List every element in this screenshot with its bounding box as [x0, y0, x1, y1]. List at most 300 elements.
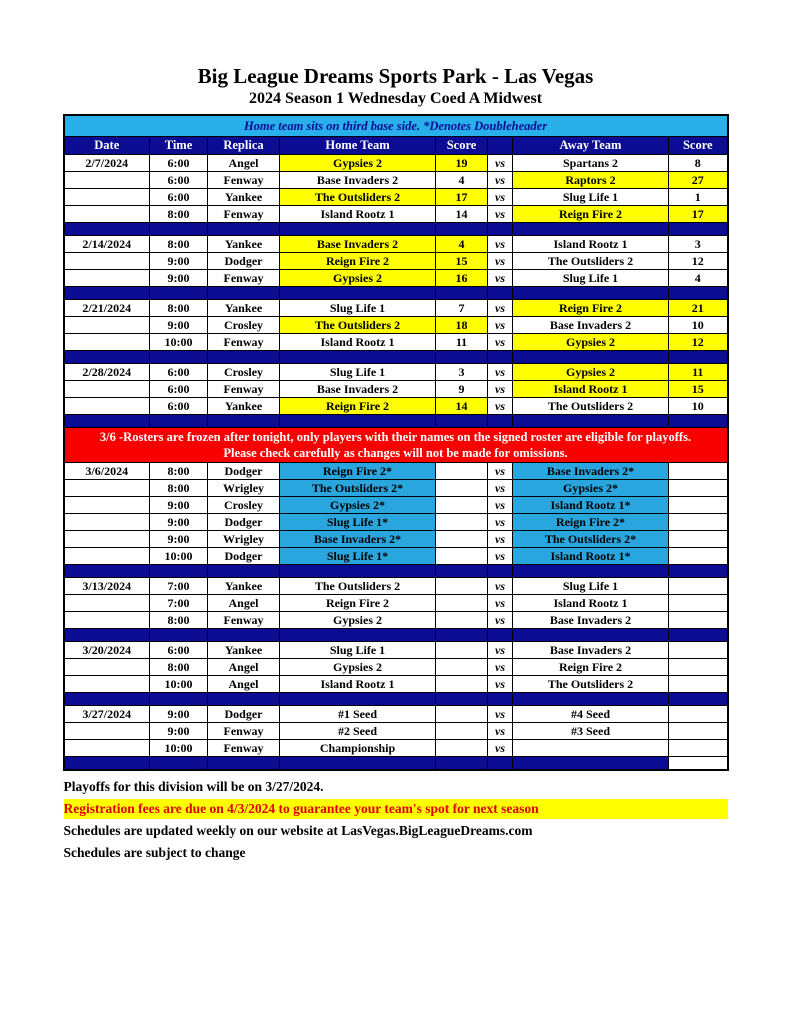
schedule-row — [64, 706, 728, 723]
home-team-cell: #1 Seed — [280, 706, 436, 723]
schedule-row — [64, 270, 728, 287]
separator-cell — [208, 223, 280, 236]
away-team-cell: Base Invaders 2 — [513, 612, 669, 629]
date-cell — [64, 497, 150, 514]
away-team-cell: #3 Seed — [513, 723, 669, 740]
col-header-away-team: Away Team — [513, 137, 669, 155]
home-team-cell: Base Invaders 2 — [280, 381, 436, 398]
schedule-row — [64, 253, 728, 270]
separator-cell — [488, 351, 513, 364]
replica-cell: Yankee — [208, 236, 280, 253]
home-score-cell: 19 — [436, 155, 488, 172]
away-score-cell — [669, 548, 728, 565]
date-cell — [64, 548, 150, 565]
away-team-cell: The Outsliders 2 — [513, 676, 669, 693]
separator-cell — [669, 223, 728, 236]
home-team-cell: Gypsies 2 — [280, 612, 436, 629]
home-score-cell — [436, 480, 488, 497]
home-score-cell: 4 — [436, 236, 488, 253]
home-score-cell: 9 — [436, 381, 488, 398]
away-score-cell: 3 — [669, 236, 728, 253]
vs-cell: vs — [488, 364, 513, 381]
replica-cell: Yankee — [208, 189, 280, 206]
date-cell: 2/7/2024 — [64, 155, 150, 172]
away-score-cell — [669, 463, 728, 480]
separator-cell — [669, 757, 728, 771]
away-score-cell — [669, 578, 728, 595]
vs-cell: vs — [488, 236, 513, 253]
away-score-cell — [669, 595, 728, 612]
schedule-row — [64, 189, 728, 206]
replica-cell: Fenway — [208, 723, 280, 740]
separator-row — [64, 629, 728, 642]
away-team-cell: Reign Fire 2 — [513, 659, 669, 676]
away-score-cell: 12 — [669, 253, 728, 270]
vs-cell: vs — [488, 723, 513, 740]
schedule-row — [64, 497, 728, 514]
vs-cell: vs — [488, 155, 513, 172]
away-score-cell — [669, 612, 728, 629]
separator-cell — [513, 287, 669, 300]
home-team-cell: Reign Fire 2 — [280, 595, 436, 612]
away-team-cell: Gypsies 2 — [513, 364, 669, 381]
time-cell: 10:00 — [150, 740, 208, 757]
date-cell — [64, 531, 150, 548]
schedule-row — [64, 172, 728, 189]
home-team-cell: Reign Fire 2* — [280, 463, 436, 480]
col-header-away-score: Score — [669, 137, 728, 155]
time-cell: 8:00 — [150, 206, 208, 223]
schedule-row — [64, 723, 728, 740]
away-team-cell: Slug Life 1 — [513, 578, 669, 595]
away-score-cell — [669, 723, 728, 740]
home-team-cell: Slug Life 1 — [280, 642, 436, 659]
separator-cell — [64, 351, 150, 364]
replica-cell: Yankee — [208, 642, 280, 659]
home-score-cell — [436, 531, 488, 548]
away-score-cell — [669, 642, 728, 659]
time-cell: 9:00 — [150, 253, 208, 270]
separator-cell — [669, 415, 728, 428]
playoffs-note: Playoffs for this division will be on 3/27/2024. — [63, 779, 324, 794]
replica-cell: Fenway — [208, 740, 280, 757]
time-cell: 7:00 — [150, 595, 208, 612]
home-team-cell: Slug Life 1* — [280, 514, 436, 531]
away-team-cell: Base Invaders 2 — [513, 317, 669, 334]
vs-cell: vs — [488, 497, 513, 514]
separator-cell — [64, 287, 150, 300]
time-cell: 6:00 — [150, 189, 208, 206]
separator-cell — [150, 757, 208, 771]
separator-cell — [513, 415, 669, 428]
separator-cell — [150, 565, 208, 578]
home-score-cell: 15 — [436, 253, 488, 270]
vs-cell: vs — [488, 480, 513, 497]
away-score-cell: 21 — [669, 300, 728, 317]
home-team-cell: Island Rootz 1 — [280, 676, 436, 693]
vs-cell: vs — [488, 334, 513, 351]
home-score-cell — [436, 676, 488, 693]
away-score-cell: 17 — [669, 206, 728, 223]
schedule-row — [64, 334, 728, 351]
replica-cell: Angel — [208, 595, 280, 612]
replica-cell: Dodger — [208, 706, 280, 723]
date-cell: 3/20/2024 — [64, 642, 150, 659]
away-score-cell — [669, 676, 728, 693]
away-score-cell — [669, 706, 728, 723]
home-score-cell — [436, 595, 488, 612]
home-score-cell: 11 — [436, 334, 488, 351]
date-cell — [64, 172, 150, 189]
away-team-cell: The Outsliders 2* — [513, 531, 669, 548]
vs-cell: vs — [488, 578, 513, 595]
separator-cell — [436, 693, 488, 706]
home-score-cell — [436, 740, 488, 757]
separator-cell — [488, 757, 513, 771]
schedule-row — [64, 659, 728, 676]
replica-cell: Yankee — [208, 578, 280, 595]
time-cell: 10:00 — [150, 548, 208, 565]
home-score-cell — [436, 514, 488, 531]
separator-cell — [208, 565, 280, 578]
away-team-cell: Island Rootz 1* — [513, 497, 669, 514]
separator-cell — [513, 351, 669, 364]
home-team-cell: The Outsliders 2 — [280, 189, 436, 206]
time-cell: 8:00 — [150, 300, 208, 317]
home-team-cell: The Outsliders 2 — [280, 578, 436, 595]
home-team-cell: Reign Fire 2 — [280, 398, 436, 415]
date-cell — [64, 676, 150, 693]
home-score-cell: 3 — [436, 364, 488, 381]
schedule-row — [64, 514, 728, 531]
vs-cell: vs — [488, 189, 513, 206]
schedule-row — [64, 300, 728, 317]
separator-cell — [280, 693, 436, 706]
separator-cell — [208, 415, 280, 428]
separator-cell — [280, 565, 436, 578]
title-block — [0, 0, 791, 109]
vs-cell: vs — [488, 206, 513, 223]
away-team-cell: #4 Seed — [513, 706, 669, 723]
schedule-row — [64, 578, 728, 595]
separator-cell — [64, 565, 150, 578]
home-team-cell: Reign Fire 2 — [280, 253, 436, 270]
date-cell: 3/13/2024 — [64, 578, 150, 595]
vs-cell: vs — [488, 398, 513, 415]
away-team-cell: Base Invaders 2 — [513, 642, 669, 659]
date-cell: 3/6/2024 — [64, 463, 150, 480]
col-header-date: Date — [64, 137, 150, 155]
away-score-cell: 15 — [669, 381, 728, 398]
schedule-row — [64, 155, 728, 172]
separator-cell — [669, 351, 728, 364]
schedule-row — [64, 612, 728, 629]
away-score-cell: 1 — [669, 189, 728, 206]
away-score-cell: 27 — [669, 172, 728, 189]
vs-cell: vs — [488, 172, 513, 189]
time-cell: 6:00 — [150, 172, 208, 189]
schedule-row — [64, 317, 728, 334]
away-team-cell: Island Rootz 1* — [513, 548, 669, 565]
col-header-home-score: Score — [436, 137, 488, 155]
away-team-cell: Gypsies 2 — [513, 334, 669, 351]
home-team-cell: Base Invaders 2* — [280, 531, 436, 548]
home-score-cell: 17 — [436, 189, 488, 206]
time-cell: 9:00 — [150, 270, 208, 287]
home-score-cell: 14 — [436, 206, 488, 223]
home-team-note-row — [64, 115, 728, 137]
home-team-cell: Slug Life 1* — [280, 548, 436, 565]
away-team-cell: Reign Fire 2* — [513, 514, 669, 531]
home-team-cell: Island Rootz 1 — [280, 334, 436, 351]
home-team-cell: Gypsies 2 — [280, 659, 436, 676]
away-team-cell: Raptors 2 — [513, 172, 669, 189]
home-team-cell: The Outsliders 2* — [280, 480, 436, 497]
schedule-row — [64, 381, 728, 398]
home-score-cell — [436, 548, 488, 565]
time-cell: 8:00 — [150, 659, 208, 676]
away-team-cell: Spartans 2 — [513, 155, 669, 172]
schedule-row — [64, 463, 728, 480]
date-cell — [64, 514, 150, 531]
schedule-row — [64, 740, 728, 757]
time-cell: 9:00 — [150, 317, 208, 334]
separator-cell — [150, 415, 208, 428]
replica-cell: Crosley — [208, 364, 280, 381]
time-cell: 9:00 — [150, 706, 208, 723]
separator-cell — [488, 693, 513, 706]
vs-cell: vs — [488, 595, 513, 612]
replica-cell: Yankee — [208, 398, 280, 415]
away-team-cell: Gypsies 2* — [513, 480, 669, 497]
date-cell: 2/14/2024 — [64, 236, 150, 253]
home-team-cell: Base Invaders 2 — [280, 172, 436, 189]
separator-cell — [513, 693, 669, 706]
away-team-cell: Island Rootz 1 — [513, 595, 669, 612]
time-cell: 8:00 — [150, 463, 208, 480]
home-team-cell: Slug Life 1 — [280, 300, 436, 317]
home-score-cell: 18 — [436, 317, 488, 334]
replica-cell: Fenway — [208, 270, 280, 287]
replica-cell: Dodger — [208, 463, 280, 480]
home-score-cell: 14 — [436, 398, 488, 415]
time-cell: 8:00 — [150, 480, 208, 497]
away-team-cell: Reign Fire 2 — [513, 300, 669, 317]
separator-row — [64, 415, 728, 428]
home-score-cell — [436, 612, 488, 629]
replica-cell: Angel — [208, 155, 280, 172]
home-team-cell: Gypsies 2* — [280, 497, 436, 514]
home-score-cell: 16 — [436, 270, 488, 287]
time-cell: 10:00 — [150, 676, 208, 693]
separator-cell — [513, 565, 669, 578]
time-cell: 6:00 — [150, 642, 208, 659]
col-header-vs — [488, 137, 513, 155]
separator-cell — [669, 693, 728, 706]
separator-cell — [280, 287, 436, 300]
replica-cell: Crosley — [208, 317, 280, 334]
separator-cell — [669, 565, 728, 578]
separator-cell — [513, 757, 669, 771]
away-score-cell — [669, 740, 728, 757]
separator-cell — [436, 415, 488, 428]
replica-cell: Fenway — [208, 334, 280, 351]
away-team-cell: The Outsliders 2 — [513, 398, 669, 415]
date-cell — [64, 189, 150, 206]
home-score-cell — [436, 463, 488, 480]
home-team-cell: Championship — [280, 740, 436, 757]
time-cell: 9:00 — [150, 531, 208, 548]
vs-cell: vs — [488, 612, 513, 629]
date-cell — [64, 206, 150, 223]
separator-row — [64, 351, 728, 364]
home-team-note: Home team sits on third base side. *Denotes Doubleheader — [64, 115, 728, 137]
away-team-cell: The Outsliders 2 — [513, 253, 669, 270]
home-team-cell: #2 Seed — [280, 723, 436, 740]
time-cell: 8:00 — [150, 236, 208, 253]
separator-cell — [150, 351, 208, 364]
away-team-cell — [513, 740, 669, 757]
vs-cell: vs — [488, 463, 513, 480]
roster-freeze-notice-row — [64, 428, 728, 463]
separator-cell — [208, 693, 280, 706]
separator-cell — [150, 287, 208, 300]
away-score-cell: 12 — [669, 334, 728, 351]
col-header-home-team: Home Team — [280, 137, 436, 155]
time-cell: 6:00 — [150, 364, 208, 381]
separator-cell — [280, 629, 436, 642]
vs-cell: vs — [488, 381, 513, 398]
time-cell: 9:00 — [150, 497, 208, 514]
separator-cell — [150, 629, 208, 642]
replica-cell: Fenway — [208, 381, 280, 398]
schedule-row — [64, 398, 728, 415]
home-score-cell — [436, 659, 488, 676]
away-team-cell: Reign Fire 2 — [513, 206, 669, 223]
separator-cell — [669, 287, 728, 300]
schedule-row — [64, 480, 728, 497]
date-cell — [64, 612, 150, 629]
schedule-row — [64, 531, 728, 548]
vs-cell: vs — [488, 659, 513, 676]
date-cell — [64, 398, 150, 415]
separator-cell — [513, 223, 669, 236]
separator-cell — [64, 693, 150, 706]
vs-cell: vs — [488, 548, 513, 565]
home-team-cell: Gypsies 2 — [280, 270, 436, 287]
time-cell: 8:00 — [150, 612, 208, 629]
registration-note: Registration fees are due on 4/3/2024 to guarantee your team's spot for next season — [64, 799, 728, 819]
away-score-cell: 8 — [669, 155, 728, 172]
separator-row — [64, 693, 728, 706]
separator-cell — [64, 629, 150, 642]
separator-cell — [436, 287, 488, 300]
replica-cell: Yankee — [208, 300, 280, 317]
separator-cell — [150, 223, 208, 236]
separator-cell — [280, 351, 436, 364]
schedule-row — [64, 595, 728, 612]
separator-cell — [488, 223, 513, 236]
date-cell — [64, 334, 150, 351]
away-score-cell — [669, 514, 728, 531]
replica-cell: Angel — [208, 659, 280, 676]
vs-cell: vs — [488, 300, 513, 317]
vs-cell: vs — [488, 531, 513, 548]
date-cell — [64, 659, 150, 676]
home-team-cell: Slug Life 1 — [280, 364, 436, 381]
separator-cell — [150, 693, 208, 706]
separator-row — [64, 757, 728, 771]
vs-cell: vs — [488, 706, 513, 723]
replica-cell: Dodger — [208, 514, 280, 531]
separator-cell — [669, 629, 728, 642]
separator-cell — [488, 287, 513, 300]
vs-cell: vs — [488, 642, 513, 659]
separator-row — [64, 565, 728, 578]
date-cell — [64, 595, 150, 612]
footer-notes — [64, 777, 728, 863]
separator-cell — [436, 351, 488, 364]
replica-cell: Dodger — [208, 253, 280, 270]
vs-cell: vs — [488, 253, 513, 270]
replica-cell: Fenway — [208, 172, 280, 189]
separator-cell — [280, 223, 436, 236]
replica-cell: Wrigley — [208, 480, 280, 497]
away-team-cell: Slug Life 1 — [513, 270, 669, 287]
time-cell: 7:00 — [150, 578, 208, 595]
time-cell: 9:00 — [150, 514, 208, 531]
separator-cell — [208, 629, 280, 642]
vs-cell: vs — [488, 514, 513, 531]
home-score-cell — [436, 497, 488, 514]
vs-cell: vs — [488, 317, 513, 334]
replica-cell: Crosley — [208, 497, 280, 514]
replica-cell: Wrigley — [208, 531, 280, 548]
date-cell: 3/27/2024 — [64, 706, 150, 723]
vs-cell: vs — [488, 740, 513, 757]
schedule-row — [64, 676, 728, 693]
schedule-row — [64, 364, 728, 381]
away-score-cell: 11 — [669, 364, 728, 381]
date-cell — [64, 480, 150, 497]
away-score-cell — [669, 531, 728, 548]
home-score-cell: 4 — [436, 172, 488, 189]
separator-cell — [436, 757, 488, 771]
away-team-cell: Slug Life 1 — [513, 189, 669, 206]
col-header-time: Time — [150, 137, 208, 155]
home-score-cell — [436, 578, 488, 595]
separator-cell — [64, 757, 150, 771]
date-cell — [64, 253, 150, 270]
away-score-cell: 10 — [669, 398, 728, 415]
away-score-cell — [669, 659, 728, 676]
away-team-cell: Base Invaders 2* — [513, 463, 669, 480]
separator-row — [64, 287, 728, 300]
vs-cell: vs — [488, 270, 513, 287]
schedule-row — [64, 548, 728, 565]
away-team-cell: Island Rootz 1 — [513, 236, 669, 253]
home-team-cell: Base Invaders 2 — [280, 236, 436, 253]
replica-cell: Fenway — [208, 612, 280, 629]
home-score-cell — [436, 723, 488, 740]
separator-cell — [64, 415, 150, 428]
date-cell — [64, 317, 150, 334]
separator-cell — [513, 629, 669, 642]
time-cell: 9:00 — [150, 723, 208, 740]
date-cell — [64, 381, 150, 398]
time-cell: 10:00 — [150, 334, 208, 351]
away-team-cell: Island Rootz 1 — [513, 381, 669, 398]
